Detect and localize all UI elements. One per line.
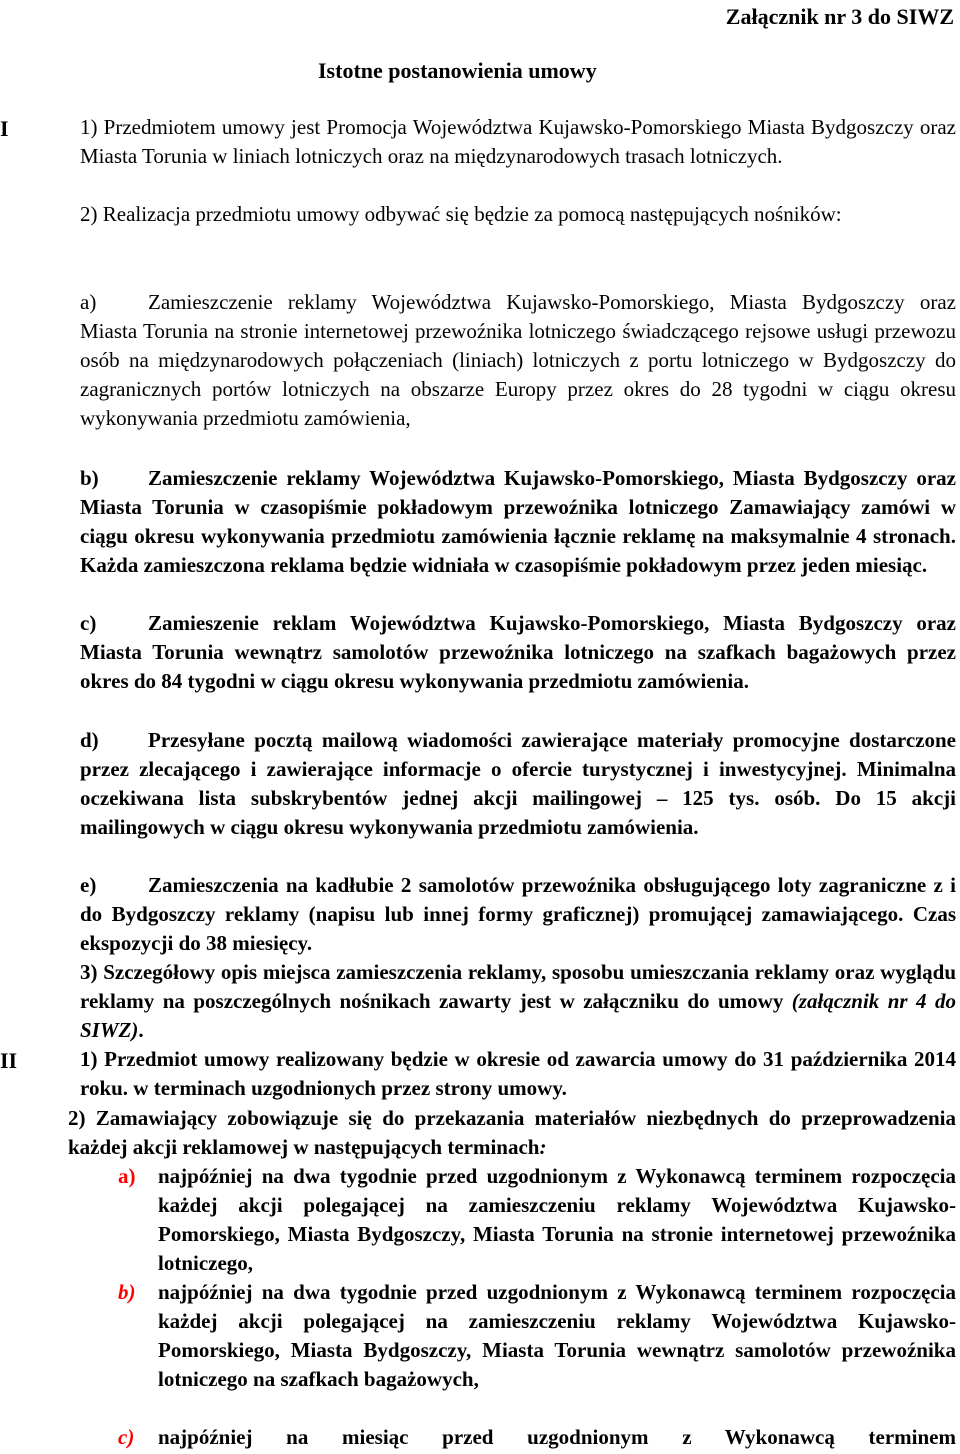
section1-paragraph-2: 2) Realizacja przedmiotu umowy odbywać się będzie za pomocą następujących nośników: xyxy=(80,202,842,226)
term-item-c xyxy=(118,1423,956,1452)
list-item-label: e) xyxy=(80,873,97,897)
list-item-text: Zamieszczenia na kadłubie 2 samolotów przewoźnika obsługującego loty zagraniczne z i do Bydgoszczy reklamy (napisu lub innej formy graficznej) promującej zamawiającego. Czas ekspozycji do 38 miesięcy. xyxy=(80,873,956,955)
list-item-b xyxy=(80,464,956,580)
list-item-text: Zamieszenie reklam Województwa Kujawsko-Pomorskiego, Miasta Bydgoszczy oraz Miasta Torunia wewnątrz samolotów przewoźnika lotniczego na szafkach bagażowych przez okres do 84 tygodni w ciągu okresu wykonywania przedmiotu zamówienia. xyxy=(80,611,956,693)
term-item-a xyxy=(118,1162,956,1278)
paragraph-text: 2) Zamawiający zobowiązuje się do przekazania materiałów niezbędnych do przeprowadzenia każdej akcji reklamowej w następujących terminach xyxy=(68,1106,956,1159)
term-text: najpóźniej na dwa tygodnie przed uzgodnionym z Wykonawcą terminem rozpoczęcia każdej akcji polegającej na zamieszczeniu reklamy Województwa Kujawsko-Pomorskiego, Miasta Bydgoszczy, Miasta Torunia wewnątrz samolotów przewoźnika lotniczego na szafkach bagażowych, xyxy=(158,1280,956,1391)
list-item-label: b) xyxy=(80,466,99,490)
paragraph-reference: (załącznik nr 4 do SIWZ) xyxy=(80,989,956,1042)
section-numeral-2: II xyxy=(0,1048,18,1073)
page-title: Istotne postanowienia umowy xyxy=(318,58,597,83)
section1-paragraph-3 xyxy=(80,958,956,1045)
list-item-text: Przesyłane pocztą mailową wiadomości zawierające materiały promocyjne dostarczone przez zlecającego i zawierające informacje o ofercie turystycznej i inwestycyjnej. Minimalna oczekiwana lista subskrybentów jednej akcji mailingowej – 125 tys. osób. Do 15 akcji mailingowych w ciągu okresu wykonywania przedmiotu zamówienia. xyxy=(80,728,956,839)
term-label: b) xyxy=(118,1280,136,1304)
section1-paragraph-1: 1) Przedmiotem umowy jest Promocja Województwa Kujawsko-Pomorskiego Miasta Bydgoszczy oraz Miasta Torunia w liniach lotniczych oraz na międzynarodowych trasach lotniczych. xyxy=(80,115,956,168)
term-label: c) xyxy=(118,1425,135,1449)
list-item-label: c) xyxy=(80,611,97,635)
paragraph-end: . xyxy=(138,1018,144,1042)
attachment-label: Załącznik nr 3 do SIWZ xyxy=(725,4,954,29)
term-item-b xyxy=(118,1278,956,1394)
paragraph-text: 3) Szczegółowy opis miejsca zamieszczenia reklamy, sposobu umieszczania reklamy oraz wyglądu reklamy na poszczególnych nośnikach zawarty jest w załączniku do umowy xyxy=(80,960,956,1013)
list-item-c xyxy=(80,609,956,696)
list-item-d xyxy=(80,726,956,842)
list-item-a xyxy=(80,288,956,433)
list-item-text: Zamieszczenie reklamy Województwa Kujawsko-Pomorskiego, Miasta Bydgoszczy oraz Miasta Torunia w czasopiśmie pokładowym przewoźnika lotniczego Zamawiający zamówi w ciągu okresu wykonywania przedmiotu zamówienia łącznie reklamę na maksymalnie 4 stronach. Każda zamieszczona reklama będzie widniała w czasopiśmie pokładowym przez jeden miesiąc. xyxy=(80,466,956,577)
section2-paragraph-2 xyxy=(68,1104,956,1162)
term-label: a) xyxy=(118,1164,136,1188)
list-item-label: d) xyxy=(80,728,99,752)
term-text: najpóźniej na miesiąc przed uzgodnionym z Wykonawcą terminem xyxy=(158,1425,956,1449)
list-item-text: Zamieszczenie reklamy Województwa Kujawsko-Pomorskiego, Miasta Bydgoszczy oraz Miasta Torunia na stronie internetowej przewoźnika lotniczego świadczącego rejsowe usługi przewozu osób na międzynarodowych połączeniach (liniach) lotniczych z portu lotniczego w Bydgoszczy do zagranicznych portów lotniczych na obszarze Europy przez okres do 28 tygodni w ciągu okresu wykonywania przedmiotu zamówienia, xyxy=(80,290,956,430)
list-item-e xyxy=(80,871,956,958)
section2-paragraph-1: 1) Przedmiot umowy realizowany będzie w okresie od zawarcia umowy do 31 października 2014 roku. w terminach uzgodnionych przez strony umowy. xyxy=(80,1047,956,1100)
term-text: najpóźniej na dwa tygodnie przed uzgodnionym z Wykonawcą terminem rozpoczęcia każdej akcji polegającej na zamieszczeniu reklamy Województwa Kujawsko-Pomorskiego, Miasta Bydgoszczy, Miasta Torunia na stronie internetowej przewoźnika lotniczego, xyxy=(158,1164,956,1275)
paragraph-colon: : xyxy=(539,1135,547,1159)
section-numeral-1: I xyxy=(0,116,9,141)
list-item-label: a) xyxy=(80,290,97,314)
